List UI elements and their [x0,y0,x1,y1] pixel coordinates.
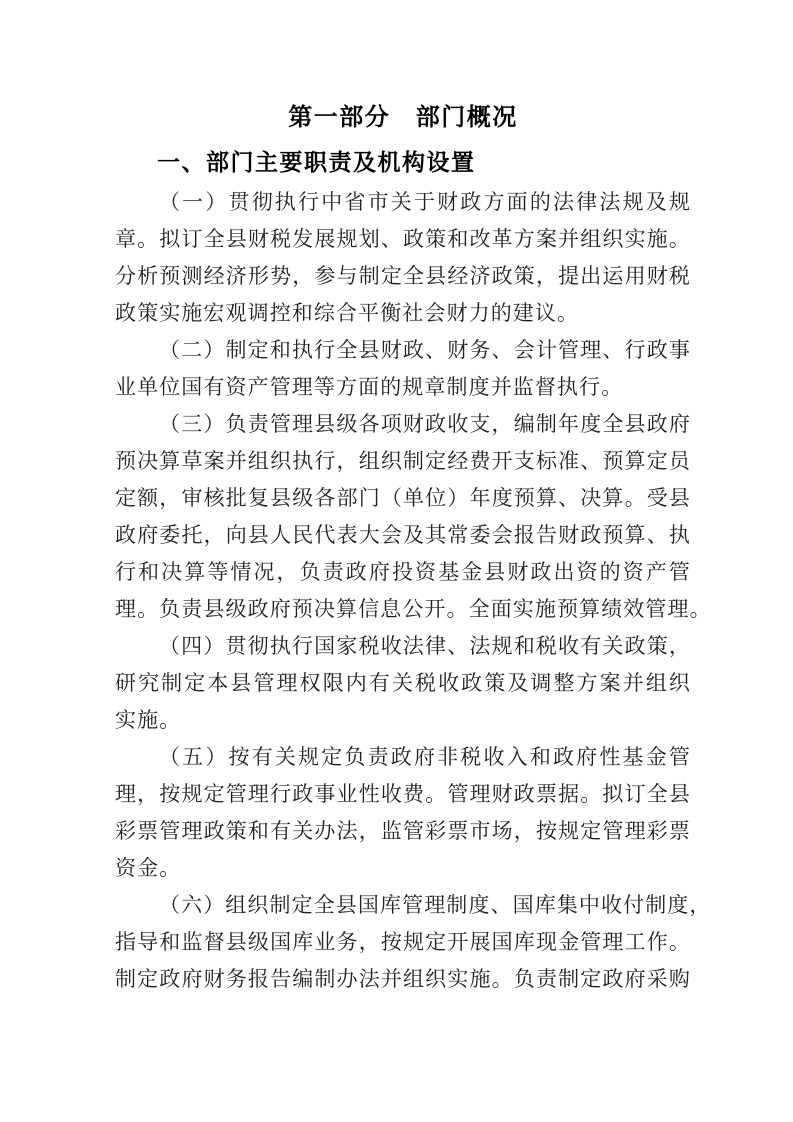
text-line: 预决算草案并组织执行，组织制定经费开支标准、预算定员 [115,449,691,473]
paragraph [115,887,712,998]
text-line: 指导和监督县级国库业务，按规定开展国库现金管理工作。 [115,930,691,954]
text-line: 资金。 [115,856,182,880]
text-line: （一）贯彻执行中省市关于财政方面的法律法规及规 [159,190,691,214]
text-line: （三）负责管理县级各项财政收支，编制年度全县政府 [159,412,691,436]
text-line: 业单位国有资产管理等方面的规章制度并监督执行。 [115,375,624,399]
paragraph [115,628,691,739]
text-line: （六）组织制定全县国库管理制度、国库集中收付制度， [159,893,712,917]
text-line: 制定政府财务报告编制办法并组织实施。负责制定政府采购 [115,967,691,991]
text-line: 行和决算等情况，负责政府投资基金县财政出资的资产管 [115,560,691,584]
text-line: 实施。 [115,708,182,732]
text-line: 章。拟订全县财税发展规划、政策和改革方案并组织实施。 [115,227,691,251]
text-line: 彩票管理政策和有关办法，监管彩票市场，按规定管理彩票 [115,819,691,843]
paragraph [115,332,691,406]
paragraph [115,406,712,628]
text-line: 分析预测经济形势，参与制定全县经济政策，提出运用财税 [115,264,691,288]
paragraph [115,739,691,887]
text-line: （五）按有关规定负责政府非税收入和政府性基金管 [159,745,691,769]
paragraph [115,184,691,332]
section-heading: 一、部门主要职责及机构设置 [157,149,476,175]
page-title: 第一部分 部门概况 [288,104,518,131]
text-line: 政府委托，向县人民代表大会及其常委会报告财政预算、执 [115,523,691,547]
document-content [115,96,712,998]
text-line: （四）贯彻执行国家税收法律、法规和税收有关政策， [159,634,691,658]
text-line: 理，按规定管理行政事业性收费。管理财政票据。拟订全县 [115,782,691,806]
text-line: 定额，审核批复县级各部门（单位）年度预算、决算。受县 [115,486,691,510]
text-line: 研究制定本县管理权限内有关税收政策及调整方案并组织 [115,671,691,695]
text-line: （二）制定和执行全县财政、财务、会计管理、行政事 [159,338,691,362]
document-body [115,184,712,998]
text-line: 政策实施宏观调控和综合平衡社会财力的建议。 [115,301,580,325]
text-line: 理。负责县级政府预决算信息公开。全面实施预算绩效管理。 [115,597,712,621]
